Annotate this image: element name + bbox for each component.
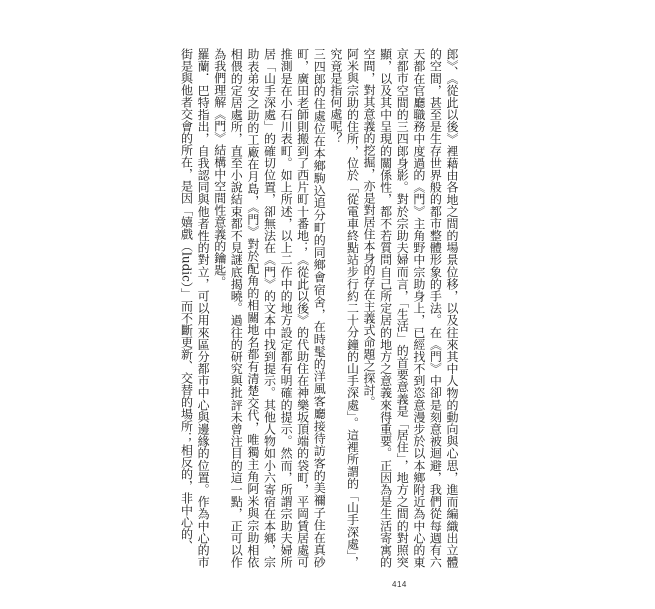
- paragraph-1: 郎》、《從此以後》裡藉由各地之間的場景位移，以及往來其中人物的動向與心思，進而編織出立體的空間，甚至是生存世界般的都市整體形象的手法。在《門》中卻是刻意被迴避，我們從每週有六天都在官廳職務中度過的《門》主角野中宗助身上，已經找不到恣意漫步於以本鄉附近為中心的東京都市空間的三四郎身影。對於宗助夫婦而言，「生活」的首要意義是「居住」，地方之間的對照突顯，以及其中呈現的關係性，都不若質問自己所定居的地方之意義來得重要。正因為是生活寄寓的空間，對其意義的挖掘，亦是對居住本身的存在主義式命題之探討。: [362, 48, 459, 568]
- vertical-text-block: [179, 48, 460, 568]
- paragraph-4: 羅蘭．巴特指出，自我認同與他者性的對立，可以用來區分都市中心與邊緣的位置。作為中心的市街是與他者交會的所在，是因「嬉戲（ludic）」而不斷更新、交替的場所；相反的，非中心的、: [179, 48, 211, 568]
- paragraph-3: 三四郎的住處位在本鄉駒込追分町的同鄉會宿舍，在時髦的洋風客廳接待訪客的美禰子住在真砂町，廣田老師則搬到了西片町十番地；《從此以後》的代助住在神樂坂頂端的袋町，平岡賃居處可推測是在小石川表町。如上所述，以上二作中的地方設定都有明確的提示。然而，所謂宗助夫婦所居「山手深處」的確切位置，卻無法在《門》的文本中找到提示。其他人物如小六寄宿在本鄉，宗助表弟安之助的工廠在月島，《門》對於配角的相關地名都有清楚交代，唯獨主角阿米與宗助相依相偎的定居處所，直至小說結束都不見謎底揭曉。過往的研究與批評未曾注目的這一點，正可以作為我們理解《門》結構中空間性意義的鑰匙。: [212, 48, 327, 568]
- page-number: 414: [392, 580, 407, 589]
- paragraph-2: 阿米與宗助的住所，位於「從電車終點站步行約二十分鐘的山手深處」。這裡所謂的「山手深處」，究竟是指何處呢？: [328, 48, 360, 568]
